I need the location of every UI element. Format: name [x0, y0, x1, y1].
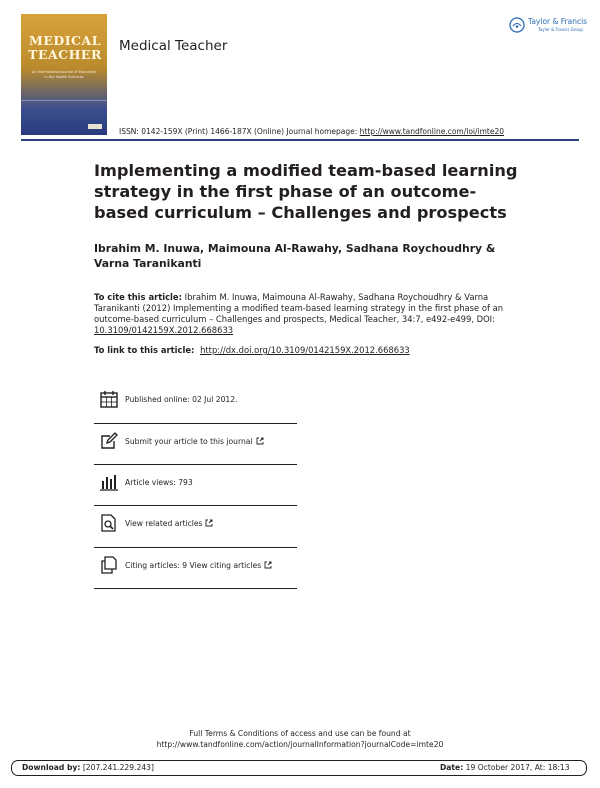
citation-label: To cite this article:	[94, 292, 182, 302]
citing-articles-link[interactable]: Citing articles: 9 View citing articles	[125, 561, 272, 570]
cover-publisher-mark	[88, 124, 102, 129]
cover-subtitle: An International Journal of Education in the Health Sciences	[31, 70, 97, 79]
cover-divider	[21, 100, 107, 101]
publisher-logo	[508, 15, 588, 39]
journal-name: Medical Teacher	[119, 38, 228, 54]
submit-article-link[interactable]: Submit your article to this journal	[125, 437, 264, 446]
bar-chart-icon	[100, 473, 118, 491]
terms-text: Full Terms & Conditions of access and use can be found at	[189, 729, 411, 738]
article-link-label: To link to this article:	[94, 345, 195, 355]
copy-documents-icon	[100, 556, 118, 574]
citing-articles-row[interactable]	[94, 546, 297, 587]
citation-block	[94, 292, 514, 336]
issn-text: ISSN: 0142-159X (Print) 1466-187X (Online) Journal homepage:	[119, 127, 358, 136]
external-link-icon	[264, 561, 272, 569]
issn-line	[119, 127, 504, 136]
edit-icon	[100, 432, 118, 450]
journal-cover-image	[21, 14, 107, 135]
tf-logo-icon	[509, 17, 525, 33]
submit-article-row[interactable]	[94, 422, 297, 463]
external-link-icon	[256, 437, 264, 445]
article-doi-link[interactable]: http://dx.doi.org/10.3109/0142159X.2012.668633	[200, 345, 410, 355]
external-link-icon	[205, 519, 213, 527]
published-online-text: Published online: 02 Jul 2012.	[125, 395, 238, 404]
related-articles-row[interactable]	[94, 504, 297, 545]
terms-notice	[0, 728, 600, 750]
search-document-icon	[100, 514, 118, 532]
related-articles-link[interactable]: View related articles	[125, 519, 213, 528]
publisher-name: Taylor & Francis	[528, 17, 588, 26]
journal-homepage-link[interactable]: http://www.tandfonline.com/loi/imte20	[359, 127, 505, 136]
header-divider	[21, 139, 579, 141]
article-link-line	[94, 345, 410, 355]
download-info-bar	[11, 760, 587, 776]
article-views-row	[94, 463, 297, 504]
calendar-icon	[100, 390, 118, 408]
article-title: Implementing a modified team-based learning strategy in the first phase of an outcome-based curriculum – Challenges and prospects	[94, 161, 518, 222]
article-authors: Ibrahim M. Inuwa, Maimouna Al-Rawahy, Sadhana Roychoudhry & Varna Taranikanti	[94, 242, 496, 270]
cover-title: MEDICAL TEACHER	[28, 33, 102, 62]
published-online-row	[94, 380, 297, 421]
publisher-tagline: Taylor & Francis Group	[538, 27, 583, 32]
citation-text: Ibrahim M. Inuwa, Maimouna Al-Rawahy, Sadhana Roychoudhry & Varna Taranikanti (2012) Implementing a modified team-based learning strategy in the first phase of an outcome-based curriculum – Challenges and prospects, Medical Teacher, 34:7, e492-e499, DOI:	[94, 292, 504, 324]
download-by: Download by: [207.241.229.243]	[22, 763, 154, 772]
citation-doi-link[interactable]: 10.3109/0142159X.2012.668633	[94, 325, 234, 335]
article-views-text: Article views: 793	[125, 478, 193, 487]
terms-link[interactable]: http://www.tandfonline.com/action/journalInformation?journalCode=imte20	[156, 740, 444, 749]
download-date: Date: 19 October 2017, At: 18:13	[440, 763, 570, 772]
info-divider	[94, 588, 297, 589]
